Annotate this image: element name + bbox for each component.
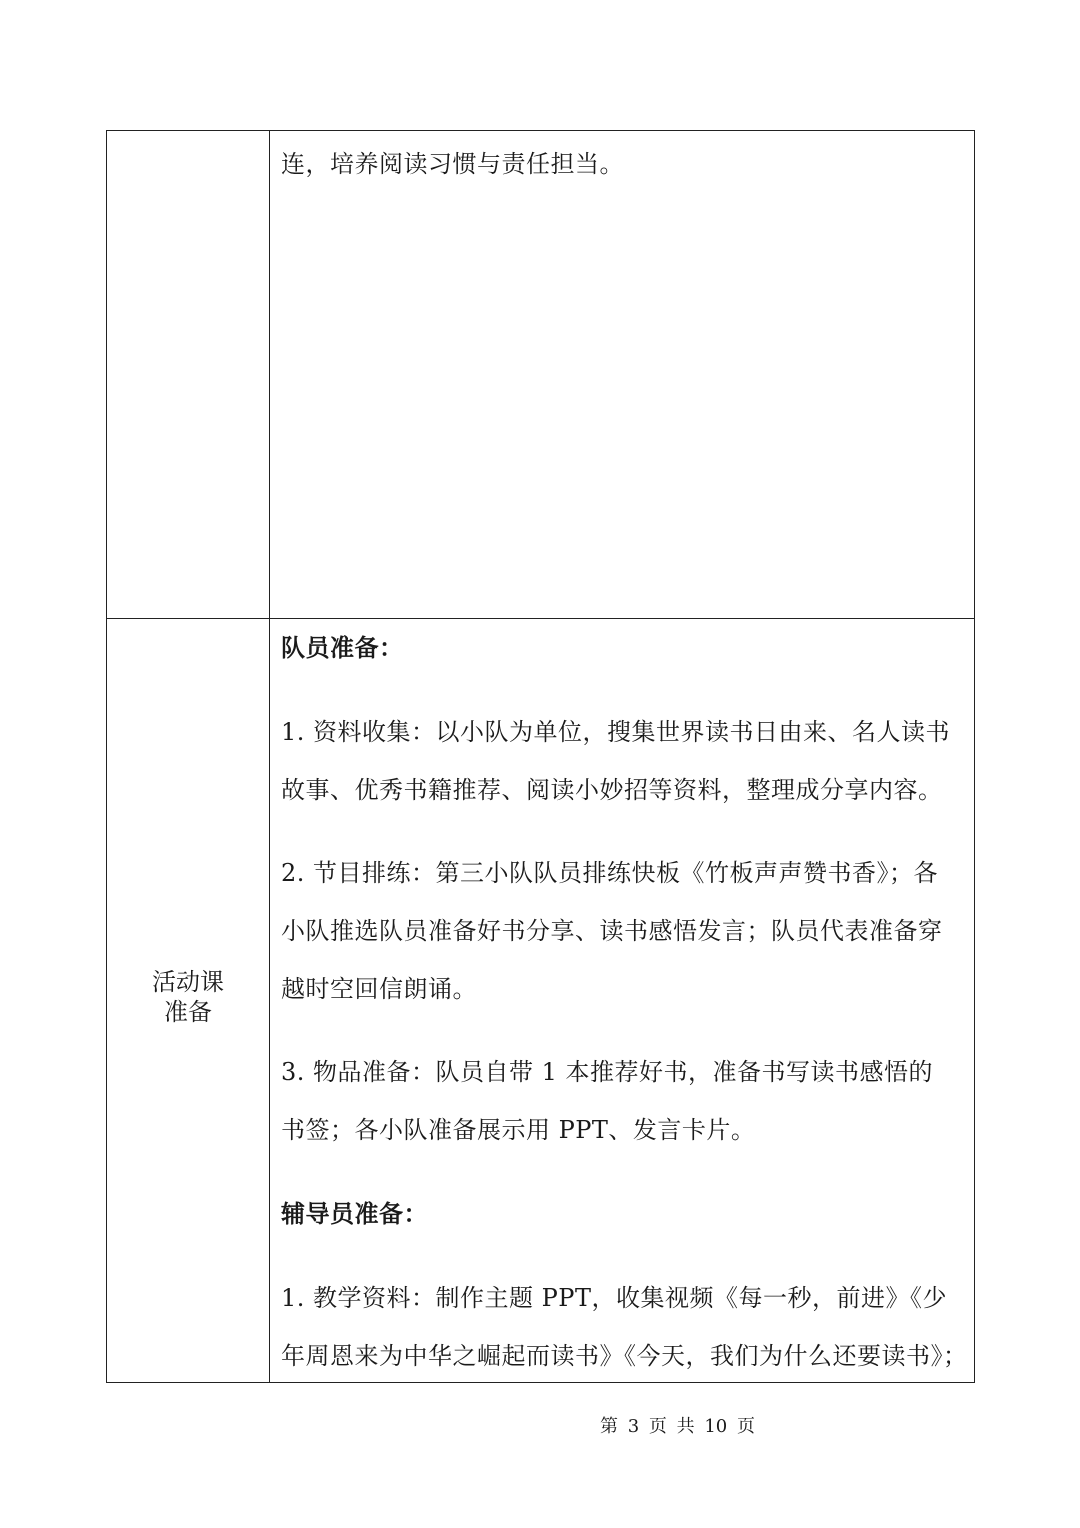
member-prep-heading: 队员准备： bbox=[281, 633, 404, 662]
member-item-3 bbox=[281, 1043, 933, 1159]
row-content-cell bbox=[270, 619, 974, 1382]
row-label-line1: 活动课 bbox=[152, 968, 224, 996]
counselor-item-1 bbox=[281, 1269, 968, 1385]
member-item-2 bbox=[281, 844, 943, 1018]
row-content-cell bbox=[270, 131, 974, 618]
counselor-prep-heading-block bbox=[281, 1185, 428, 1243]
member-item-1 bbox=[281, 703, 950, 819]
member-item-2-line-3: 越时空回信朗诵。 bbox=[281, 975, 477, 1003]
row-label-cell bbox=[107, 619, 270, 1382]
member-item-2-line-1: 2. 节目排练：第三小队队员排练快板《竹板声声赞书香》；各 bbox=[281, 859, 939, 887]
member-item-1-line-1: 1. 资料收集：以小队为单位，搜集世界读书日由来、名人读书 bbox=[281, 718, 951, 746]
member-item-3-line-1: 3. 物品准备：队员自带 1 本推荐好书，准备书写读书感悟的 bbox=[281, 1058, 934, 1086]
row-label-cell-empty bbox=[107, 131, 270, 618]
table-row-continuation bbox=[107, 131, 974, 619]
continuation-text: 连，培养阅读习惯与责任担当。 bbox=[281, 150, 624, 178]
page-number-footer: 第 3 页 共 10 页 bbox=[600, 1416, 755, 1437]
content-table bbox=[106, 130, 975, 1383]
member-item-3-line-2: 书签；各小队准备展示用 PPT、发言卡片。 bbox=[281, 1116, 756, 1144]
row-label bbox=[107, 967, 269, 1027]
counselor-item-1-line-2: 年周恩来为中华之崛起而读书》《今天，我们为什么还要读书》； bbox=[281, 1342, 968, 1370]
member-item-2-line-2: 小队推选队员准备好书分享、读书感悟发言；队员代表准备穿 bbox=[281, 917, 943, 945]
row-label-line2: 准备 bbox=[164, 998, 212, 1026]
member-item-1-line-2: 故事、优秀书籍推荐、阅读小妙招等资料，整理成分享内容。 bbox=[281, 776, 943, 804]
member-prep-heading-block bbox=[281, 619, 404, 677]
counselor-prep-heading: 辅导员准备： bbox=[281, 1199, 428, 1228]
table-row-activity-preparation bbox=[107, 619, 974, 1382]
counselor-item-1-line-1: 1. 教学资料：制作主题 PPT，收集视频《每一秒，前进》《少 bbox=[281, 1284, 947, 1312]
